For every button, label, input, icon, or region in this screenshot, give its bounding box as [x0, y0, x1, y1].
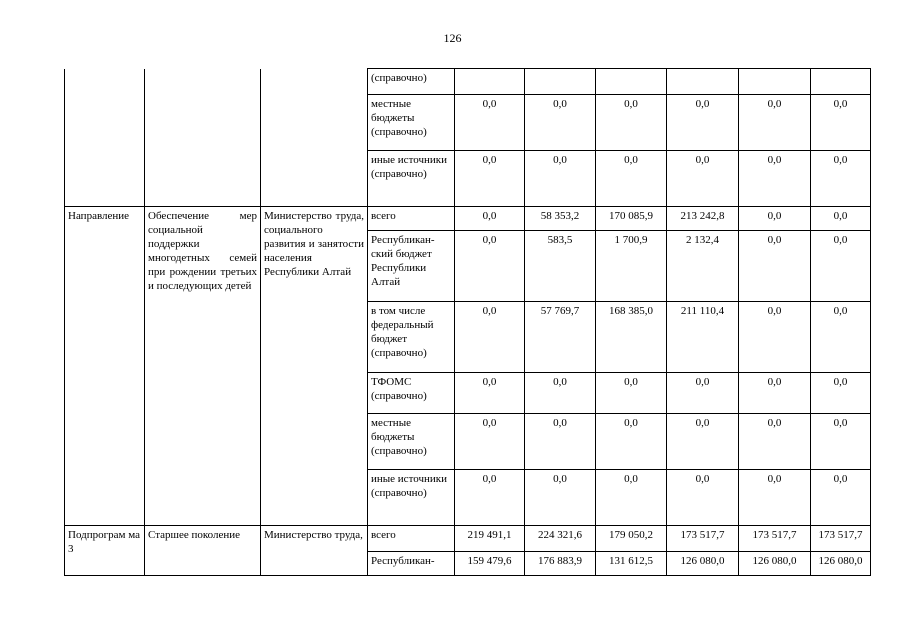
- value-cell: 0,0: [455, 207, 525, 231]
- value-cell: 0,0: [811, 95, 871, 151]
- value-cell: 0,0: [455, 373, 525, 414]
- value-cell: 0,0: [455, 231, 525, 302]
- value-cell: 176 883,9: [525, 552, 596, 576]
- funding-source-cell: иные источники (справочно): [368, 151, 455, 207]
- row-header-name: Старшее поколение: [145, 526, 261, 576]
- value-cell: 0,0: [739, 470, 811, 526]
- value-cell: 583,5: [525, 231, 596, 302]
- value-cell: 0,0: [739, 414, 811, 470]
- row-header-executor: [261, 69, 368, 207]
- value-cell: 159 479,6: [455, 552, 525, 576]
- value-cell: [525, 69, 596, 95]
- value-cell: 0,0: [811, 151, 871, 207]
- budget-table: [64, 68, 871, 576]
- value-cell: 1 700,9: [596, 231, 667, 302]
- value-cell: 126 080,0: [739, 552, 811, 576]
- row-header-type: [65, 69, 145, 207]
- row-header-executor: Министерство труда,: [261, 526, 368, 576]
- value-cell: 0,0: [455, 470, 525, 526]
- funding-source-cell: местные бюджеты (справочно): [368, 95, 455, 151]
- value-cell: 224 321,6: [525, 526, 596, 552]
- value-cell: 173 517,7: [739, 526, 811, 552]
- value-cell: 126 080,0: [667, 552, 739, 576]
- value-cell: 179 050,2: [596, 526, 667, 552]
- value-cell: 2 132,4: [667, 231, 739, 302]
- value-cell: 0,0: [739, 231, 811, 302]
- value-cell: 0,0: [811, 302, 871, 373]
- table-row: [65, 526, 871, 552]
- value-cell: 0,0: [596, 95, 667, 151]
- value-cell: 58 353,2: [525, 207, 596, 231]
- value-cell: 0,0: [811, 470, 871, 526]
- page-number: 126: [443, 31, 462, 45]
- value-cell: 0,0: [811, 207, 871, 231]
- row-header-name: Обеспечение мер социальной поддержки многодетных семей при рождении третьих и последующих детей: [145, 207, 261, 526]
- value-cell: 0,0: [667, 373, 739, 414]
- funding-source-cell: Республикан-: [368, 552, 455, 576]
- value-cell: 0,0: [811, 414, 871, 470]
- value-cell: 219 491,1: [455, 526, 525, 552]
- value-cell: [739, 69, 811, 95]
- value-cell: 0,0: [455, 414, 525, 470]
- table-row: [65, 69, 871, 95]
- funding-source-cell: (справочно): [368, 69, 455, 95]
- value-cell: 0,0: [811, 231, 871, 302]
- value-cell: 211 110,4: [667, 302, 739, 373]
- value-cell: 0,0: [455, 151, 525, 207]
- value-cell: 0,0: [455, 95, 525, 151]
- value-cell: [596, 69, 667, 95]
- value-cell: 0,0: [667, 414, 739, 470]
- value-cell: 0,0: [525, 151, 596, 207]
- value-cell: 170 085,9: [596, 207, 667, 231]
- row-header-name: [145, 69, 261, 207]
- value-cell: 0,0: [739, 373, 811, 414]
- value-cell: 57 769,7: [525, 302, 596, 373]
- value-cell: 0,0: [667, 470, 739, 526]
- value-cell: 0,0: [667, 95, 739, 151]
- value-cell: 168 385,0: [596, 302, 667, 373]
- value-cell: 173 517,7: [667, 526, 739, 552]
- funding-source-cell: Республикан-ский бюджет Республики Алтай: [368, 231, 455, 302]
- value-cell: [455, 69, 525, 95]
- value-cell: [667, 69, 739, 95]
- value-cell: 0,0: [596, 414, 667, 470]
- value-cell: 173 517,7: [811, 526, 871, 552]
- value-cell: 0,0: [455, 302, 525, 373]
- row-header-type: Подпрограм ма 3: [65, 526, 145, 576]
- value-cell: 0,0: [667, 151, 739, 207]
- row-header-type: Направление: [65, 207, 145, 526]
- value-cell: 0,0: [596, 373, 667, 414]
- value-cell: 0,0: [739, 95, 811, 151]
- funding-source-cell: ТФОМС (справочно): [368, 373, 455, 414]
- value-cell: 0,0: [596, 151, 667, 207]
- value-cell: 126 080,0: [811, 552, 871, 576]
- value-cell: 0,0: [739, 151, 811, 207]
- value-cell: 0,0: [525, 373, 596, 414]
- value-cell: 0,0: [525, 95, 596, 151]
- value-cell: 213 242,8: [667, 207, 739, 231]
- value-cell: 131 612,5: [596, 552, 667, 576]
- value-cell: 0,0: [596, 470, 667, 526]
- value-cell: [811, 69, 871, 95]
- funding-source-cell: всего: [368, 207, 455, 231]
- funding-source-cell: всего: [368, 526, 455, 552]
- value-cell: 0,0: [525, 414, 596, 470]
- row-header-executor: Министерство труда, социального развития и занятости населения Республики Алтай: [261, 207, 368, 526]
- funding-source-cell: иные источники (справочно): [368, 470, 455, 526]
- funding-source-cell: в том числе федеральный бюджет (справочно): [368, 302, 455, 373]
- funding-source-cell: местные бюджеты (справочно): [368, 414, 455, 470]
- value-cell: 0,0: [739, 207, 811, 231]
- value-cell: 0,0: [811, 373, 871, 414]
- table-row: [65, 207, 871, 231]
- value-cell: 0,0: [525, 470, 596, 526]
- value-cell: 0,0: [739, 302, 811, 373]
